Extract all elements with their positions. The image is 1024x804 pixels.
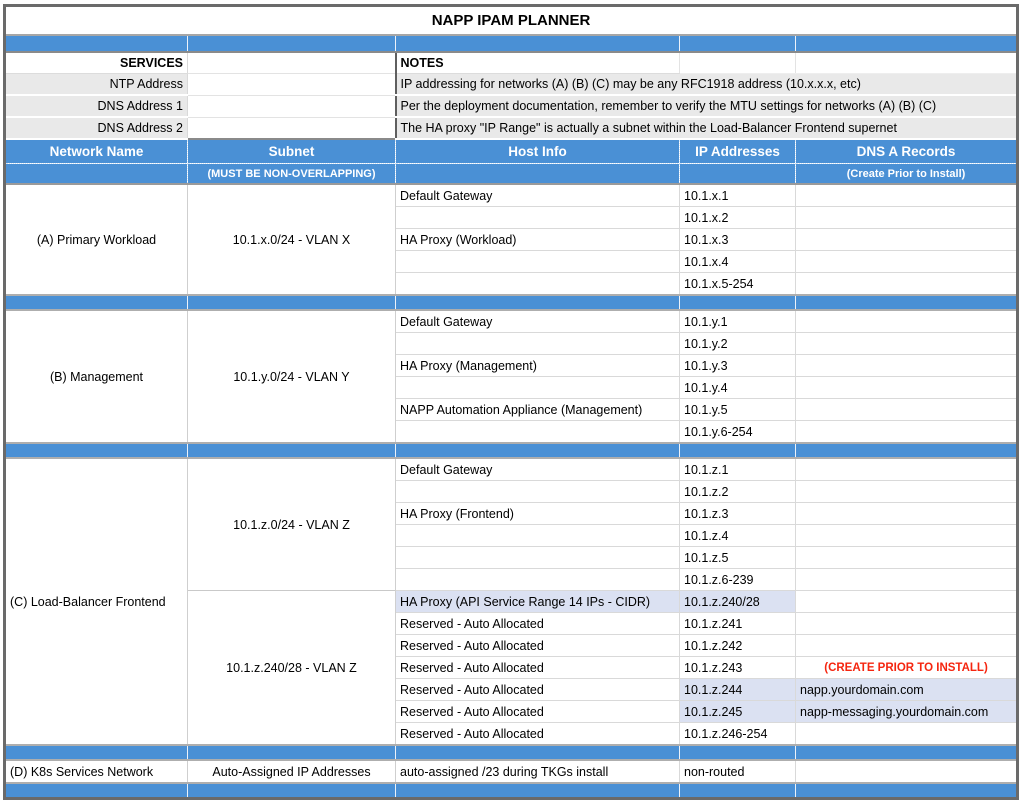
section-separator-band	[5, 295, 1018, 310]
empty-cell	[796, 52, 1018, 74]
dns-record-cell	[796, 229, 1018, 251]
host-info-cell	[396, 421, 680, 444]
ip-address-cell: 10.1.z.6-239	[680, 569, 796, 591]
subheader-empty	[396, 164, 680, 185]
band-cell	[396, 783, 680, 799]
ip-address-cell: 10.1.y.6-254	[680, 421, 796, 444]
host-info-cell	[396, 273, 680, 296]
top-blue-band	[5, 35, 1018, 52]
dns-record-cell	[796, 377, 1018, 399]
subheader-empty	[5, 164, 188, 185]
band-cell	[680, 783, 796, 799]
ip-address-cell: 10.1.x.1	[680, 184, 796, 207]
dns-record-cell	[796, 399, 1018, 421]
dns-record-cell	[796, 547, 1018, 569]
band-cell	[680, 443, 796, 458]
dns-record-cell	[796, 310, 1018, 333]
ntp-address-input-cell[interactable]	[188, 74, 396, 96]
column-header-subnet: Subnet	[188, 139, 396, 164]
band-cell	[5, 443, 188, 458]
dns-record-cell	[796, 481, 1018, 503]
host-info-cell	[396, 207, 680, 229]
band-cell	[796, 295, 1018, 310]
band-cell	[188, 783, 396, 799]
host-info-cell: Reserved - Auto Allocated	[396, 635, 680, 657]
empty-cell	[680, 52, 796, 74]
column-header-ip-addresses: IP Addresses	[680, 139, 796, 164]
dns-address-1-row	[5, 95, 1018, 117]
dns-address-2-label: DNS Address 2	[5, 117, 188, 139]
dns-address-2-row	[5, 117, 1018, 139]
subnet-a: 10.1.x.0/24 - VLAN X	[188, 184, 396, 295]
ip-address-cell: 10.1.z.246-254	[680, 723, 796, 746]
dns-record-cell	[796, 723, 1018, 746]
network-name-d: (D) K8s Services Network	[5, 760, 188, 783]
ip-address-cell: 10.1.y.1	[680, 310, 796, 333]
dns-record-cell	[796, 333, 1018, 355]
dns-record-cell: napp.yourdomain.com	[796, 679, 1018, 701]
ip-address-cell: 10.1.z.242	[680, 635, 796, 657]
services-header: SERVICES	[5, 52, 188, 74]
ip-address-cell: 10.1.z.5	[680, 547, 796, 569]
ip-address-cell: 10.1.y.5	[680, 399, 796, 421]
note-text: Per the deployment documentation, remember to verify the MTU settings for networks (A) (B) (C)	[396, 95, 1018, 117]
dns-record-cell	[796, 458, 1018, 481]
ip-address-cell: 10.1.y.3	[680, 355, 796, 377]
host-info-cell: Reserved - Auto Allocated	[396, 679, 680, 701]
dns-record-cell	[796, 251, 1018, 273]
ip-address-cell: 10.1.z.245	[680, 701, 796, 723]
host-info-cell: Default Gateway	[396, 310, 680, 333]
section-separator-band	[5, 443, 1018, 458]
band-cell	[796, 745, 1018, 760]
host-info-cell	[396, 481, 680, 503]
band-cell	[396, 443, 680, 458]
dns-record-cell	[796, 569, 1018, 591]
dns-address-1-input-cell[interactable]	[188, 95, 396, 117]
network-name-b: (B) Management	[5, 310, 188, 443]
band-cell	[796, 443, 1018, 458]
ip-address-cell: 10.1.z.4	[680, 525, 796, 547]
band-cell	[188, 443, 396, 458]
dns-address-1-label: DNS Address 1	[5, 95, 188, 117]
dns-record-cell	[796, 273, 1018, 296]
ip-address-cell: 10.1.z.240/28	[680, 591, 796, 613]
band-cell	[796, 35, 1018, 52]
host-info-cell: Reserved - Auto Allocated	[396, 613, 680, 635]
band-cell	[396, 35, 680, 52]
dns-record-cell	[796, 613, 1018, 635]
title-row	[5, 6, 1018, 36]
table-row	[5, 760, 1018, 783]
ip-address-cell: 10.1.z.3	[680, 503, 796, 525]
ntp-address-row	[5, 74, 1018, 96]
dns-record-cell: napp-messaging.yourdomain.com	[796, 701, 1018, 723]
ip-address-cell: 10.1.z.1	[680, 458, 796, 481]
ip-address-cell: 10.1.z.241	[680, 613, 796, 635]
host-info-cell: HA Proxy (Management)	[396, 355, 680, 377]
host-info-cell	[396, 377, 680, 399]
dns-record-cell	[796, 591, 1018, 613]
host-info-cell: HA Proxy (API Service Range 14 IPs - CIDR)	[396, 591, 680, 613]
services-header-input-cell[interactable]	[188, 52, 396, 74]
section-separator-band	[5, 745, 1018, 760]
subheader-subnet-note: (MUST BE NON-OVERLAPPING)	[188, 164, 396, 185]
dns-record-cell	[796, 760, 1018, 783]
column-subheader-row	[5, 164, 1018, 185]
host-info-cell: Reserved - Auto Allocated	[396, 701, 680, 723]
dns-record-cell	[796, 184, 1018, 207]
host-info-cell: Reserved - Auto Allocated	[396, 657, 680, 679]
band-cell	[188, 745, 396, 760]
band-cell	[680, 745, 796, 760]
column-header-network-name: Network Name	[5, 139, 188, 164]
notes-header: NOTES	[396, 52, 680, 74]
dns-record-cell	[796, 421, 1018, 444]
ipam-planner-table	[3, 4, 1019, 800]
column-header-host-info: Host Info	[396, 139, 680, 164]
subheader-dns-note: (Create Prior to Install)	[796, 164, 1018, 185]
table-row	[5, 458, 1018, 481]
dns-address-2-input-cell[interactable]	[188, 117, 396, 139]
column-header-row	[5, 139, 1018, 164]
host-info-cell	[396, 525, 680, 547]
host-info-cell: auto-assigned /23 during TKGs install	[396, 760, 680, 783]
host-info-cell: NAPP Automation Appliance (Management)	[396, 399, 680, 421]
host-info-cell: Default Gateway	[396, 458, 680, 481]
band-cell	[796, 783, 1018, 799]
dns-record-cell	[796, 355, 1018, 377]
bottom-blue-band	[5, 783, 1018, 799]
dns-record-cell	[796, 635, 1018, 657]
host-info-cell	[396, 569, 680, 591]
ip-address-cell: non-routed	[680, 760, 796, 783]
host-info-cell	[396, 251, 680, 273]
host-info-cell: HA Proxy (Frontend)	[396, 503, 680, 525]
ip-address-cell: 10.1.z.243	[680, 657, 796, 679]
band-cell	[396, 745, 680, 760]
ip-address-cell: 10.1.y.4	[680, 377, 796, 399]
ip-address-cell: 10.1.x.3	[680, 229, 796, 251]
host-info-cell	[396, 333, 680, 355]
band-cell	[5, 745, 188, 760]
network-name-c: (C) Load-Balancer Frontend	[5, 458, 188, 745]
subnet-b: 10.1.y.0/24 - VLAN Y	[188, 310, 396, 443]
note-text: IP addressing for networks (A) (B) (C) may be any RFC1918 address (10.x.x.x, etc)	[396, 74, 1018, 96]
create-prior-to-install-note: (CREATE PRIOR TO INSTALL)	[796, 657, 1018, 679]
page-title: NAPP IPAM PLANNER	[5, 6, 1018, 36]
band-cell	[396, 295, 680, 310]
band-cell	[5, 35, 188, 52]
host-info-cell: Default Gateway	[396, 184, 680, 207]
host-info-cell: HA Proxy (Workload)	[396, 229, 680, 251]
network-name-a: (A) Primary Workload	[5, 184, 188, 295]
band-cell	[188, 295, 396, 310]
band-cell	[5, 295, 188, 310]
table-row	[5, 310, 1018, 333]
band-cell	[5, 783, 188, 799]
subnet-c-primary: 10.1.z.0/24 - VLAN Z	[188, 458, 396, 591]
ip-address-cell: 10.1.x.5-254	[680, 273, 796, 296]
ip-address-cell: 10.1.z.2	[680, 481, 796, 503]
host-info-cell: Reserved - Auto Allocated	[396, 723, 680, 746]
services-notes-header-row	[5, 52, 1018, 74]
dns-record-cell	[796, 503, 1018, 525]
ip-address-cell: 10.1.x.4	[680, 251, 796, 273]
table-row	[5, 184, 1018, 207]
band-cell	[188, 35, 396, 52]
subnet-d: Auto-Assigned IP Addresses	[188, 760, 396, 783]
subnet-c-ha-proxy: 10.1.z.240/28 - VLAN Z	[188, 591, 396, 746]
dns-record-cell	[796, 525, 1018, 547]
ntp-address-label: NTP Address	[5, 74, 188, 96]
ip-address-cell: 10.1.y.2	[680, 333, 796, 355]
subheader-empty	[680, 164, 796, 185]
host-info-cell	[396, 547, 680, 569]
note-text: The HA proxy "IP Range" is actually a subnet within the Load-Balancer Frontend supernet	[396, 117, 1018, 139]
band-cell	[680, 295, 796, 310]
dns-record-cell	[796, 207, 1018, 229]
column-header-dns-a-records: DNS A Records	[796, 139, 1018, 164]
band-cell	[680, 35, 796, 52]
ip-address-cell: 10.1.z.244	[680, 679, 796, 701]
ip-address-cell: 10.1.x.2	[680, 207, 796, 229]
